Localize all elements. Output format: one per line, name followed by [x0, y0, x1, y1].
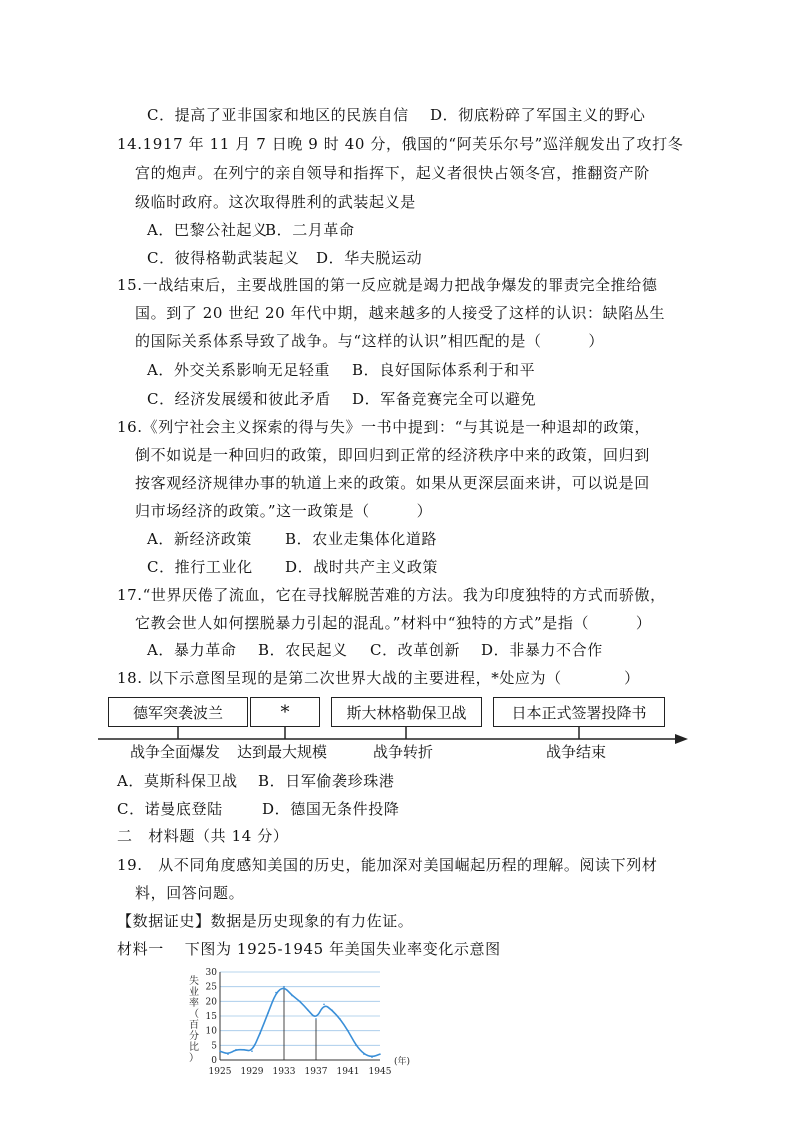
q16-stem-line-3: 按客观经济规律办事的轨道上来的政策。如果从更深层面来讲，可以说是回 — [135, 474, 650, 492]
y-tick-label: 25 — [205, 982, 217, 993]
x-tick-label: 1929 — [240, 1067, 264, 1077]
x-tick-label: 1933 — [272, 1067, 296, 1077]
y-tick-label: 30 — [205, 968, 217, 978]
q13-option-c: C．提高了亚非国家和地区的民族自信 — [147, 106, 409, 124]
q18-option-b: B．日军偷袭珍珠港 — [258, 772, 395, 790]
q18-option-d: D．德国无条件投降 — [262, 800, 400, 818]
data-point-1945 — [379, 1053, 381, 1055]
unemployment-series-line — [220, 988, 380, 1056]
stage-label-outbreak: 战争全面爆发 — [130, 743, 221, 761]
timeline-box-japan-surrender: 日本正式签署投降书 — [493, 697, 665, 727]
y-tick-label: 0 — [211, 1056, 217, 1066]
x-tick-label: 1945 — [368, 1067, 392, 1077]
timeline-arrowhead — [675, 734, 688, 744]
q16-stem-line-4: 归市场经济的政策。”这一政策是（ ） — [135, 502, 433, 520]
q14-option-d: D．华夫脱运动 — [316, 249, 423, 267]
q14-stem-line-3: 级临时政府。这次取得胜利的武装起义是 — [135, 193, 416, 211]
data-point-1935 — [299, 1001, 301, 1003]
q15-stem-line-3: 的国际关系体系导致了战争。与“这样的认识”相匹配的是（ ） — [135, 332, 604, 350]
data-point-1931 — [267, 1012, 269, 1014]
q16-option-a: A．新经济政策 — [147, 530, 253, 548]
y-tick-label: 5 — [211, 1041, 217, 1052]
section-heading: 二 材料题（共 14 分） — [117, 827, 289, 845]
q16-option-d: D．战时共产主义政策 — [285, 558, 439, 576]
q15-option-b: B．良好国际体系利于和平 — [352, 361, 536, 379]
y-tick-label: 20 — [205, 997, 217, 1008]
stage-label-max-scale: 达到最大规模 — [237, 743, 328, 761]
data-point-1925 — [219, 1050, 221, 1052]
q16-stem-line-1: 16.《列宁社会主义探索的得与失》一书中提到：“与其说是一种退却的政策， — [117, 418, 651, 436]
data-point-1936 — [307, 1009, 309, 1011]
stage-label-war-end: 战争结束 — [546, 743, 607, 761]
unemployment-chart — [180, 962, 420, 1084]
data-point-1933 — [283, 986, 285, 988]
data-point-1941 — [347, 1030, 349, 1032]
data-point-1940 — [339, 1018, 341, 1020]
q14-option-c: C．彼得格勒武装起义 — [147, 249, 300, 267]
q15-option-d: D．军备竞赛完全可以避免 — [352, 390, 537, 408]
stage-label-turning-point: 战争转折 — [373, 743, 434, 761]
q14-option-a: A．巴黎公社起义 — [147, 221, 268, 239]
q17-option-a: A．暴力革命 — [147, 641, 237, 659]
x-tick-label: 1937 — [304, 1067, 328, 1077]
q15-option-a: A．外交关系影响无足轻重 — [147, 361, 331, 379]
q18-stem: 18. 以下示意图呈现的是第二次世界大战的主要进程，*处应为（ ） — [117, 669, 640, 687]
q17-option-d: D．非暴力不合作 — [481, 641, 603, 659]
data-evidence-heading: 【数据证史】数据是历史现象的有力佐证。 — [117, 912, 414, 930]
data-point-1932 — [275, 992, 277, 994]
data-point-1930 — [259, 1033, 261, 1035]
q14-stem-line-1: 14.1917 年 11 月 7 日晚 9 时 40 分，俄国的“阿芙乐尔号”巡洋舰发出了攻打冬 — [117, 135, 684, 153]
q19-stem-line-2: 料，回答问题。 — [135, 884, 245, 902]
x-tick-label: 1925 — [208, 1067, 232, 1077]
q16-option-b: B．农业走集体化道路 — [285, 530, 438, 548]
q18-option-a: A．莫斯科保卫战 — [117, 772, 238, 790]
q15-stem-line-2: 国。到了 20 世纪 20 年代中期，越来越多的人接受了这样的认识：缺陷丛生 — [135, 304, 666, 322]
q18-option-c: C．诺曼底登陆 — [117, 800, 223, 818]
data-point-1937 — [315, 1018, 317, 1020]
q16-stem-line-2: 倒不如说是一种回归的政策，即回归到正常的经济秩序中来的政策，回归到 — [135, 446, 650, 464]
q15-stem-line-1: 15.一战结束后，主要战胜国的第一反应就是竭力把战争爆发的罪责完全推给德 — [117, 276, 658, 294]
q16-option-c: C．推行工业化 — [147, 558, 253, 576]
data-point-1927 — [235, 1049, 237, 1051]
q19-stem-line-1: 19. 从不同角度感知美国的历史，能加深对美国崛起历程的理解。阅读下列材 — [117, 856, 658, 874]
y-axis-label: 失业率（百分比） — [189, 976, 199, 1064]
x-tick-label: 1941 — [336, 1067, 360, 1077]
data-point-1942 — [355, 1045, 357, 1047]
timeline-box-stalingrad: 斯大林格勒保卫战 — [331, 697, 482, 727]
q17-option-b: B．农民起义 — [258, 641, 348, 659]
timeline-box-poland: 德军突袭波兰 — [108, 697, 248, 727]
data-point-1929 — [251, 1050, 253, 1052]
data-point-1928 — [243, 1049, 245, 1051]
q13-option-d: D．彻底粉碎了军国主义的野心 — [430, 106, 646, 124]
q17-stem-line-1: 17.“世界厌倦了流血，它在寻找解脱苦难的方法。我为印度独特的方式而骄傲， — [117, 586, 666, 604]
data-point-1943 — [363, 1053, 365, 1055]
data-point-1939 — [331, 1009, 333, 1011]
data-point-1938 — [323, 1003, 325, 1005]
q17-option-c: C．改革创新 — [370, 641, 461, 659]
x-axis-unit: (年) — [394, 1057, 411, 1067]
q17-stem-line-2: 它教会世人如何摆脱暴力引起的混乱。”材料中“独特的方式”是指（ ） — [135, 614, 652, 632]
y-tick-label: 15 — [205, 1012, 217, 1022]
q14-stem-line-2: 宫的炮声。在列宁的亲自领导和指挥下，起义者很快占领冬宫，推翻资产阶 — [135, 164, 650, 182]
material-1-caption: 材料一 下图为 1925-1945 年美国失业率变化示意图 — [117, 940, 501, 958]
data-point-1934 — [291, 995, 293, 997]
y-tick-label: 10 — [205, 1026, 217, 1037]
q15-option-c: C．经济发展缓和彼此矛盾 — [147, 390, 331, 408]
data-point-1944 — [371, 1056, 373, 1058]
timeline-box-blank: * — [250, 697, 320, 727]
q14-option-b: B．二月革命 — [265, 221, 355, 239]
data-point-1926 — [227, 1053, 229, 1055]
